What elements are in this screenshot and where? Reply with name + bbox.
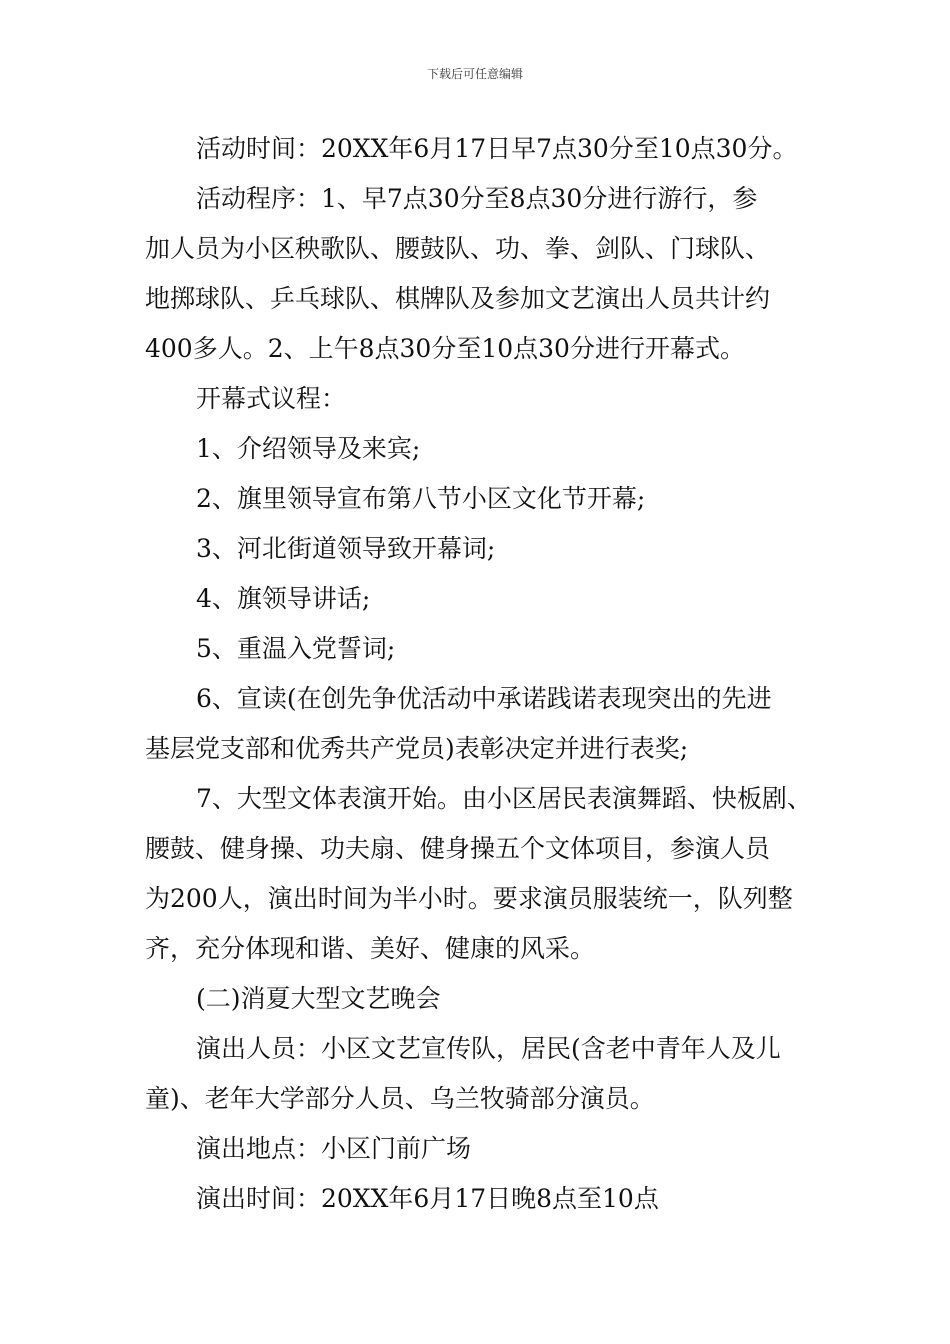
text-line: 活动时间：20XX年6月17日早7点30分至10点30分。: [196, 134, 798, 163]
text-line: 3、河北街道领导致开幕词;: [196, 534, 496, 563]
text-line: 6、宣读(在创先争优活动中承诺践诺表现突出的先进: [196, 684, 772, 713]
text-line: 活动程序：1、早7点30分至8点30分进行游行，参: [196, 184, 758, 213]
text-line: 演出时间：20XX年6月17日晚8点至10点: [196, 1184, 659, 1213]
text-line: 童)、老年大学部分人员、乌兰牧骑部分演员。: [145, 1084, 655, 1113]
text-line: 7、大型文体表演开始。由小区居民表演舞蹈、快板剧、: [196, 784, 812, 813]
text-line: (二)消夏大型文艺晚会: [196, 984, 441, 1013]
page-header: 下载后可任意编辑: [426, 67, 523, 81]
text-line: 加人员为小区秧歌队、腰鼓队、功、拳、剑队、门球队、: [145, 234, 771, 263]
text-line: 基层党支部和优秀共产党员)表彰决定并进行表奖;: [145, 734, 689, 763]
document-body: [145, 124, 825, 1224]
text-line: 腰鼓、健身操、功夫扇、健身操五个文体项目，参演人员: [145, 834, 771, 863]
text-line: 为200人，演出时间为半小时。要求演员服装统一，队列整: [145, 884, 793, 913]
text-line: 5、重温入党誓词;: [196, 634, 396, 663]
text-line: 齐，充分体现和谐、美好、健康的风采。: [145, 934, 596, 963]
text-line: 1、介绍领导及来宾;: [196, 434, 421, 463]
text-line: 开幕式议程：: [196, 384, 347, 413]
text-line: 400多人。2、上午8点30分至10点30分进行开幕式。: [145, 334, 745, 363]
text-line: 演出人员：小区文艺宣传队，居民(含老中青年人及儿: [196, 1034, 781, 1063]
text-line: 演出地点：小区门前广场: [196, 1134, 472, 1163]
text-line: 2、旗里领导宣布第八节小区文化节开幕;: [196, 484, 646, 513]
text-line: 4、旗领导讲话;: [196, 584, 371, 613]
text-line: 地掷球队、乒乓球队、棋牌队及参加文艺演出人员共计约: [145, 284, 771, 313]
